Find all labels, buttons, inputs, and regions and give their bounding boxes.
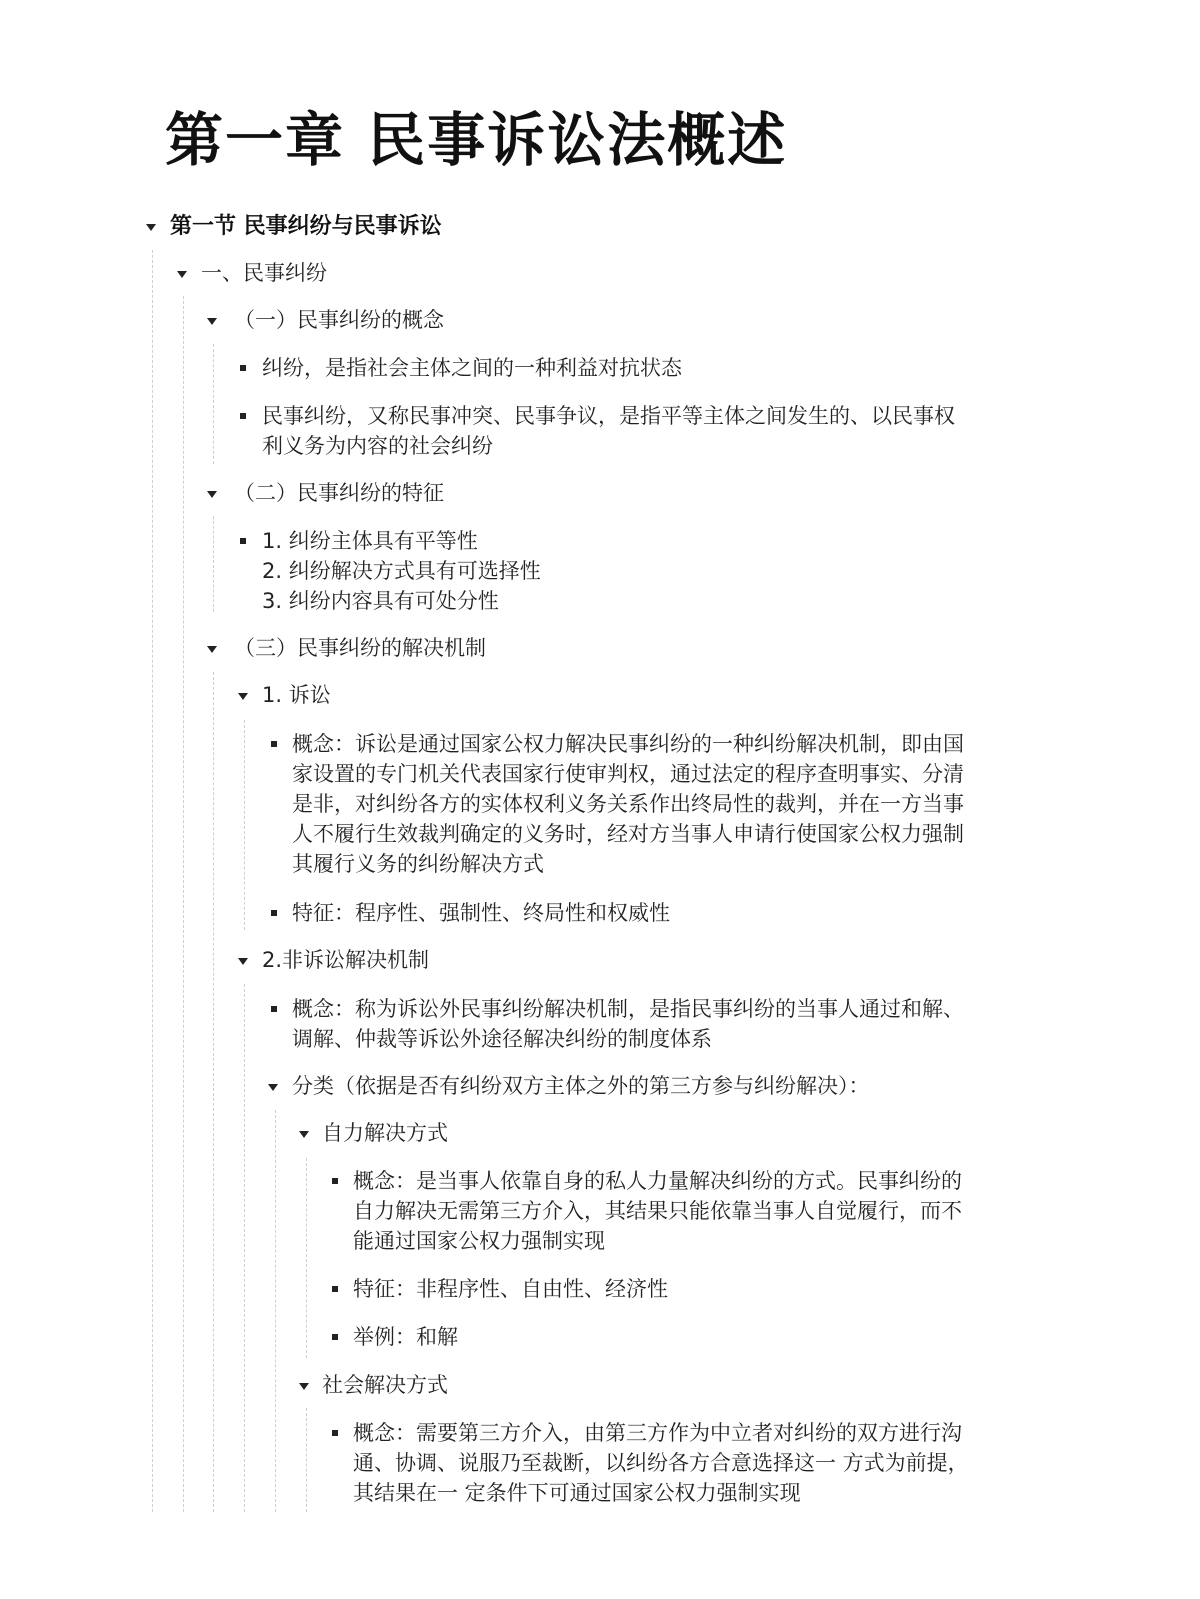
bullet-icon [240, 365, 246, 371]
list-item-continued: 调解、仲裁等诉讼外途径解决纠纷的制度体系 [292, 1027, 712, 1051]
list-item: 概念：需要第三方介入，由第三方作为中立者对纠纷的双方进行沟 [353, 1421, 962, 1445]
list-item-continued: 是非，对纠纷各方的实体权利义务关系作出终局性的裁判，并在一方当事 [292, 792, 964, 816]
sub1-toggle-icon[interactable] [207, 318, 217, 325]
list-item: 1. 纠纷主体具有平等性 [262, 529, 478, 553]
sub3-toggle-icon[interactable] [207, 646, 217, 653]
list-item: 概念：是当事人依靠自身的私人力量解决纠纷的方式。民事纠纷的 [353, 1169, 962, 1193]
section-toggle-icon[interactable] [146, 224, 156, 231]
list-item-continued: 能通过国家公权力强制实现 [353, 1229, 605, 1253]
list-item-continued: 家设置的专门机关代表国家行使审判权，通过法定的程序查明事实、分清 [292, 762, 964, 786]
social-heading: 社会解决方式 [322, 1373, 448, 1397]
indent-guide [275, 1110, 276, 1512]
bullet-icon [271, 741, 277, 747]
list-item: 特征：程序性、强制性、终局性和权威性 [292, 901, 670, 925]
indent-guide [213, 344, 214, 464]
non-litigation-toggle-icon[interactable] [238, 958, 248, 965]
list-item: 纠纷，是指社会主体之间的一种利益对抗状态 [262, 356, 682, 380]
list-item-continued: 其履行义务的纠纷解决方式 [292, 852, 544, 876]
part1-heading: 一、民事纠纷 [201, 261, 327, 285]
part1-toggle-icon[interactable] [177, 271, 187, 278]
list-item-continued: 人不履行生效裁判确定的义务时，经对方当事人申请行使国家公权力强制 [292, 822, 964, 846]
litigation-heading: 1. 诉讼 [262, 683, 331, 707]
page-title: 第一章 民事诉讼法概述 [165, 106, 788, 174]
indent-guide [213, 516, 214, 612]
classification-heading: 分类（依据是否有纠纷双方主体之外的第三方参与纠纷解决）： [292, 1074, 870, 1098]
indent-guide [183, 296, 184, 1512]
sub2-heading: （二）民事纠纷的特征 [234, 481, 444, 505]
indent-guide [244, 720, 245, 930]
bullet-icon [332, 1430, 338, 1436]
indent-guide [306, 1408, 307, 1512]
bullet-icon [240, 413, 246, 419]
self-help-toggle-icon[interactable] [299, 1131, 309, 1138]
indent-guide [152, 250, 153, 1512]
non-litigation-heading: 2.非诉讼解决机制 [262, 948, 430, 972]
list-item: 概念：诉讼是通过国家公权力解决民事纠纷的一种纠纷解决机制，即由国 [292, 732, 964, 756]
list-item-continued: 自力解决无需第三方介入，其结果只能依靠当事人自觉履行，而不 [353, 1199, 962, 1223]
sub3-heading: （三）民事纠纷的解决机制 [234, 636, 486, 660]
list-item-continued: 其结果在一 定条件下可通过国家公权力强制实现 [353, 1481, 801, 1505]
list-item: 举例：和解 [353, 1325, 458, 1349]
list-item-continued: 3. 纠纷内容具有可处分性 [262, 589, 499, 613]
list-item: 概念：称为诉讼外民事纠纷解决机制，是指民事纠纷的当事人通过和解、 [292, 997, 964, 1021]
bullet-icon [332, 1178, 338, 1184]
list-item-continued: 利义务为内容的社会纠纷 [262, 434, 493, 458]
classification-toggle-icon[interactable] [268, 1084, 278, 1091]
self-help-heading: 自力解决方式 [322, 1121, 448, 1145]
sub2-toggle-icon[interactable] [207, 491, 217, 498]
bullet-icon [332, 1334, 338, 1340]
bullet-icon [271, 1006, 277, 1012]
list-item-continued: 通、协调、说服乃至裁断，以纠纷各方合意选择这一 方式为前提， [353, 1451, 969, 1475]
indent-guide [213, 672, 214, 1512]
bullet-icon [240, 538, 246, 544]
list-item: 民事纠纷，又称民事冲突、民事争议，是指平等主体之间发生的、以民事权 [262, 404, 955, 428]
litigation-toggle-icon[interactable] [238, 693, 248, 700]
indent-guide [244, 984, 245, 1512]
bullet-icon [271, 910, 277, 916]
sub1-heading: （一）民事纠纷的概念 [234, 308, 444, 332]
list-item-continued: 2. 纠纷解决方式具有可选择性 [262, 559, 541, 583]
indent-guide [306, 1158, 307, 1358]
list-item: 特征：非程序性、自由性、经济性 [353, 1277, 668, 1301]
bullet-icon [332, 1286, 338, 1292]
section-heading: 第一节 民事纠纷与民事诉讼 [170, 214, 442, 239]
social-toggle-icon[interactable] [299, 1383, 309, 1390]
